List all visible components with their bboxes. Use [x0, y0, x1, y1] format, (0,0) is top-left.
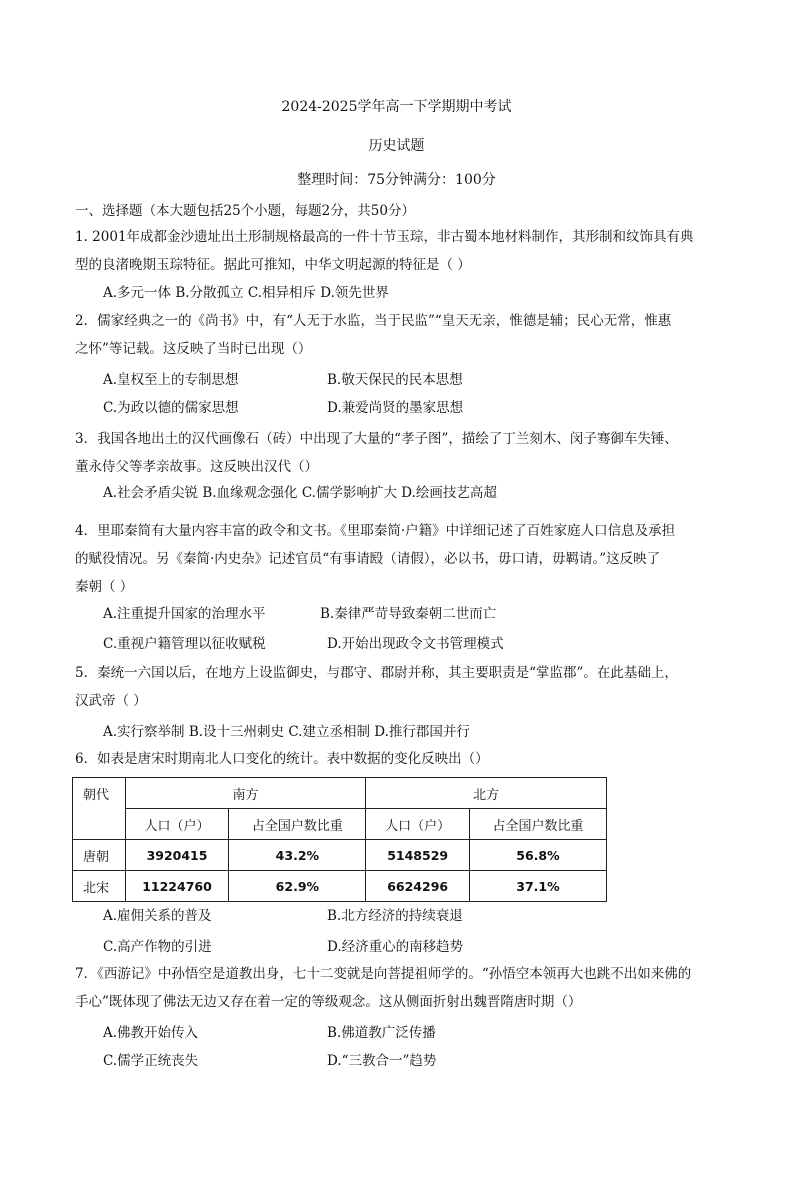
question-7-line-1: 7．《西游记》中孙悟空是道教出身，七十二变就是向菩提祖师学的。“孙悟空本领再大也跳不出如来佛的	[75, 966, 692, 982]
question-6-option-d: D.经济重心的南移趋势	[327, 939, 464, 955]
table-subheader: 人口（户）	[366, 809, 470, 840]
question-5-options: A.实行察举制 B.设十三州刺史 C.建立丞相制 D.推行郡国并行	[103, 724, 470, 740]
question-2-option-d: D.兼爱尚贤的墨家思想	[327, 400, 464, 416]
section-heading: 一、选择题（本大题包括25个小题，每题2分，共50分）	[75, 203, 415, 219]
table-cell: 5148529	[366, 840, 470, 871]
question-7-option-a: A.佛教开始传入	[103, 1025, 199, 1041]
question-2-option-b: B.敬天保民的民本思想	[327, 372, 463, 388]
question-4-line-2: 的赋役情况。另《秦简·内史杂》记述官员“有事请殹（请假），必以书，毋口请，毋羁请。”这反映了	[75, 551, 661, 567]
question-6-option-b: B.北方经济的持续衰退	[327, 908, 463, 924]
question-7-option-b: B.佛道教广泛传播	[327, 1025, 436, 1041]
population-table	[72, 777, 607, 902]
table-row	[73, 871, 607, 902]
question-7-option-c: C.儒学正统丧失	[103, 1053, 199, 1069]
table-region-north: 北方	[366, 778, 607, 809]
exam-meta: 整理时间：75分钟满分：100分	[297, 172, 496, 188]
question-2-line-2: 之怀”等记载。这反映了当时已出现（）	[75, 341, 312, 357]
question-2-line-1: 2．儒家经典之一的《尚书》中，有“人无于水监，当于民监”“皇天无亲，惟德是辅；民心无常，惟惠	[75, 313, 672, 329]
question-6-option-c: C.高产作物的引进	[103, 939, 212, 955]
question-4-line-1: 4．里耶秦简有大量内容丰富的政令和文书。《里耶秦简·户籍》中详细记述了百姓家庭人口信息及承担	[75, 523, 676, 539]
question-6-option-a: A.雇佣关系的普及	[103, 908, 212, 924]
question-5-line-1: 5．秦统一六国以后，在地方上设监御史，与郡守、郡尉并称，其主要职责是“掌监郡”。在此基础上，	[75, 665, 678, 681]
table-row	[73, 840, 607, 871]
table-subheader: 占全国户数比重	[469, 809, 606, 840]
table-cell: 37.1%	[469, 871, 606, 902]
question-4-option-b: B.秦律严苛导致秦朝二世而亡	[320, 606, 497, 622]
question-2-option-a: A.皇权至上的专制思想	[103, 372, 239, 388]
question-4-option-d: D.开始出现政令文书管理模式	[327, 636, 504, 652]
table-region-south: 南方	[125, 778, 366, 809]
question-4-option-c: C.重视户籍管理以征收赋税	[103, 636, 266, 652]
question-1-line-1: 1. 2001年成都金沙遗址出土形制规格最高的一件十节玉琮，非古蜀本地材料制作，其形制和纹饰具有典	[75, 229, 694, 245]
table-cell: 62.9%	[229, 871, 366, 902]
question-3-line-2: 董永侍父等孝亲故事。这反映出汉代（）	[75, 459, 318, 475]
exam-subject: 历史试题	[368, 138, 425, 154]
question-3-options: A.社会矛盾尖锐 B.血缘观念强化 C.儒学影响扩大 D.绘画技艺高超	[103, 485, 497, 501]
table-subheader: 人口（户）	[125, 809, 229, 840]
exam-title: 2024-2025学年高一下学期期中考试	[281, 99, 512, 115]
table-cell: 6624296	[366, 871, 470, 902]
question-4-option-a: A.注重提升国家的治理水平	[103, 606, 266, 622]
question-7-line-2: 手心”既体现了佛法无边又存在着一定的等级观念。这从侧面折射出魏晋隋唐时期（）	[75, 994, 582, 1010]
question-6-line-1: 6．如表是唐宋时期南北人口变化的统计。表中数据的变化反映出（）	[75, 751, 489, 767]
table-cell: 56.8%	[469, 840, 606, 871]
table-cell: 3920415	[125, 840, 229, 871]
table-row-dynasty: 北宋	[73, 871, 126, 902]
question-1-options: A.多元一体 B.分散孤立 C.相异相斥 D.领先世界	[103, 285, 389, 301]
question-5-line-2: 汉武帝（ ）	[75, 693, 147, 709]
question-3-line-1: 3．我国各地出土的汉代画像石（砖）中出现了大量的“孝子图”，描绘了丁兰刻木、闵子骞御车失锤、	[75, 431, 678, 447]
question-7-option-d: D.“三教合一”趋势	[327, 1053, 437, 1069]
question-4-line-3: 秦朝（ ）	[75, 579, 134, 595]
table-subheader: 占全国户数比重	[229, 809, 366, 840]
question-2-option-c: C.为政以德的儒家思想	[103, 400, 239, 416]
table-cell: 43.2%	[229, 840, 366, 871]
question-1-line-2: 型的良渚晚期玉琮特征。据此可推知，中华文明起源的特征是（ ）	[75, 257, 471, 273]
table-cell: 11224760	[125, 871, 229, 902]
table-corner-header: 朝代	[73, 778, 126, 840]
table-row-dynasty: 唐朝	[73, 840, 126, 871]
